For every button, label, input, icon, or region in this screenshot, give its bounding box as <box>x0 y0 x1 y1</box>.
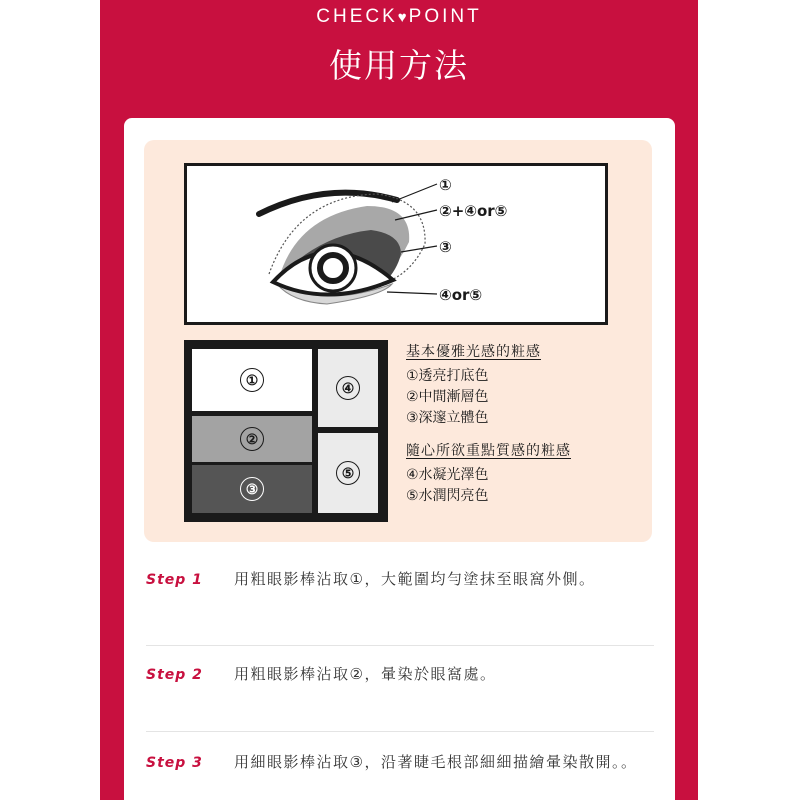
legend-item: ②中間漸層色 <box>406 389 489 405</box>
divider <box>146 645 654 646</box>
eyeshadow-palette <box>184 340 388 522</box>
well-number-2: ② <box>240 427 264 451</box>
well-number-3: ③ <box>240 477 264 501</box>
legend-item: ⑤水潤閃亮色 <box>406 488 489 504</box>
heart-icon: ♥ <box>397 9 409 26</box>
instructions-card <box>124 118 675 800</box>
brand-logo-right: POINT <box>408 6 482 27</box>
palette-well-3 <box>192 465 312 513</box>
callout-line-1 <box>392 184 437 202</box>
brand-logo-left: CHECK <box>316 6 398 27</box>
legend-item: ③深邃立體色 <box>406 410 489 426</box>
step-text: 用細眼影棒沾取③，沿著睫毛根部細細描繪暈染散開。。 <box>234 753 638 771</box>
eye-pupil <box>320 255 346 281</box>
step-text: 用粗眼影棒沾取①，大範圍均勻塗抹至眼窩外側。 <box>234 570 596 588</box>
shade-legend <box>406 342 646 507</box>
well-number-1: ① <box>240 368 264 392</box>
brand-logo <box>100 6 698 29</box>
divider <box>146 731 654 732</box>
page-title: 使用方法 <box>329 46 469 85</box>
eye-diagram <box>184 163 608 325</box>
palette-well-2 <box>192 416 312 462</box>
legend-group1-title: 基本優雅光感的粧感 <box>406 344 541 360</box>
callout-label-3: ③ <box>439 238 452 256</box>
well-number-4: ④ <box>336 376 360 400</box>
step-label: Step 1 <box>146 572 203 588</box>
well-number-5: ⑤ <box>336 461 360 485</box>
eye-illustration <box>187 166 605 322</box>
palette-well-5 <box>318 433 378 513</box>
legend-group2-title: 隨心所欲重點質感的粧感 <box>406 443 571 459</box>
legend-item: ①透亮打底色 <box>406 368 489 384</box>
palette-well-4 <box>318 349 378 427</box>
callout-label-2: ②+④or⑤ <box>439 202 508 220</box>
usage-diagram <box>144 140 652 542</box>
palette-well-1 <box>192 349 312 411</box>
callout-line-2 <box>395 210 437 220</box>
callout-label-1: ① <box>439 176 452 194</box>
step-label: Step 3 <box>146 755 203 771</box>
step-label: Step 2 <box>146 667 203 683</box>
legend-item: ④水凝光澤色 <box>406 467 489 483</box>
callout-label-4: ④or⑤ <box>439 286 483 304</box>
main-panel <box>100 0 698 800</box>
callout-line-4 <box>387 292 437 294</box>
step-text: 用粗眼影棒沾取②，暈染於眼窩處。 <box>234 665 497 683</box>
